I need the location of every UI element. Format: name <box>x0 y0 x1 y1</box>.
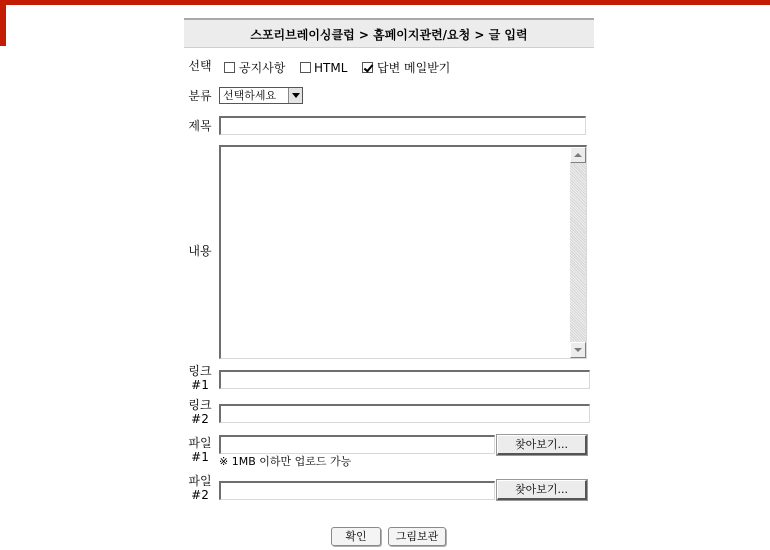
file1-input[interactable] <box>219 435 495 454</box>
file2-input[interactable] <box>219 481 495 500</box>
options-label: 선택 <box>188 59 212 73</box>
file1-browse-button[interactable]: 찾아보기... <box>497 435 587 455</box>
notice-checkbox-label: 공지사항 <box>239 61 286 75</box>
notice-checkbox[interactable] <box>224 62 235 73</box>
top-accent-bar <box>0 0 770 5</box>
scroll-down-icon[interactable] <box>570 342 586 358</box>
content-textarea[interactable] <box>219 145 587 359</box>
link2-label: 링크 #2 <box>188 398 212 426</box>
confirm-button[interactable]: 확인 <box>331 527 381 546</box>
chevron-down-icon[interactable] <box>288 88 302 103</box>
file1-label: 파일 #1 <box>188 436 212 464</box>
file2-label: 파일 #2 <box>188 474 212 502</box>
link1-label: 링크 #1 <box>188 364 212 392</box>
html-checkbox-label: HTML <box>314 61 348 75</box>
category-label: 분류 <box>188 89 212 103</box>
subject-input[interactable] <box>219 116 586 135</box>
subject-label: 제목 <box>188 119 212 133</box>
reply-mail-checkbox-label: 답변 메일받기 <box>377 61 451 75</box>
link2-input[interactable] <box>219 404 590 423</box>
upload-note: ※ 1MB 이하만 업로드 가능 <box>219 455 352 468</box>
scroll-up-icon[interactable] <box>570 147 586 163</box>
category-select[interactable] <box>219 87 303 104</box>
html-checkbox[interactable] <box>300 62 311 73</box>
save-image-button[interactable]: 그림보관 <box>388 527 446 546</box>
content-scrollbar[interactable] <box>570 147 586 358</box>
page-title: 스포리브레이싱클럽 > 홈페이지관련/요청 > 글 입력 <box>184 18 594 48</box>
category-selected-value: 선택하세요 <box>223 89 277 102</box>
file2-browse-button[interactable]: 찾아보기... <box>497 480 587 500</box>
content-label: 내용 <box>188 244 212 258</box>
link1-input[interactable] <box>219 370 590 389</box>
reply-mail-checkbox[interactable] <box>362 62 373 73</box>
left-accent-bar <box>0 0 6 46</box>
